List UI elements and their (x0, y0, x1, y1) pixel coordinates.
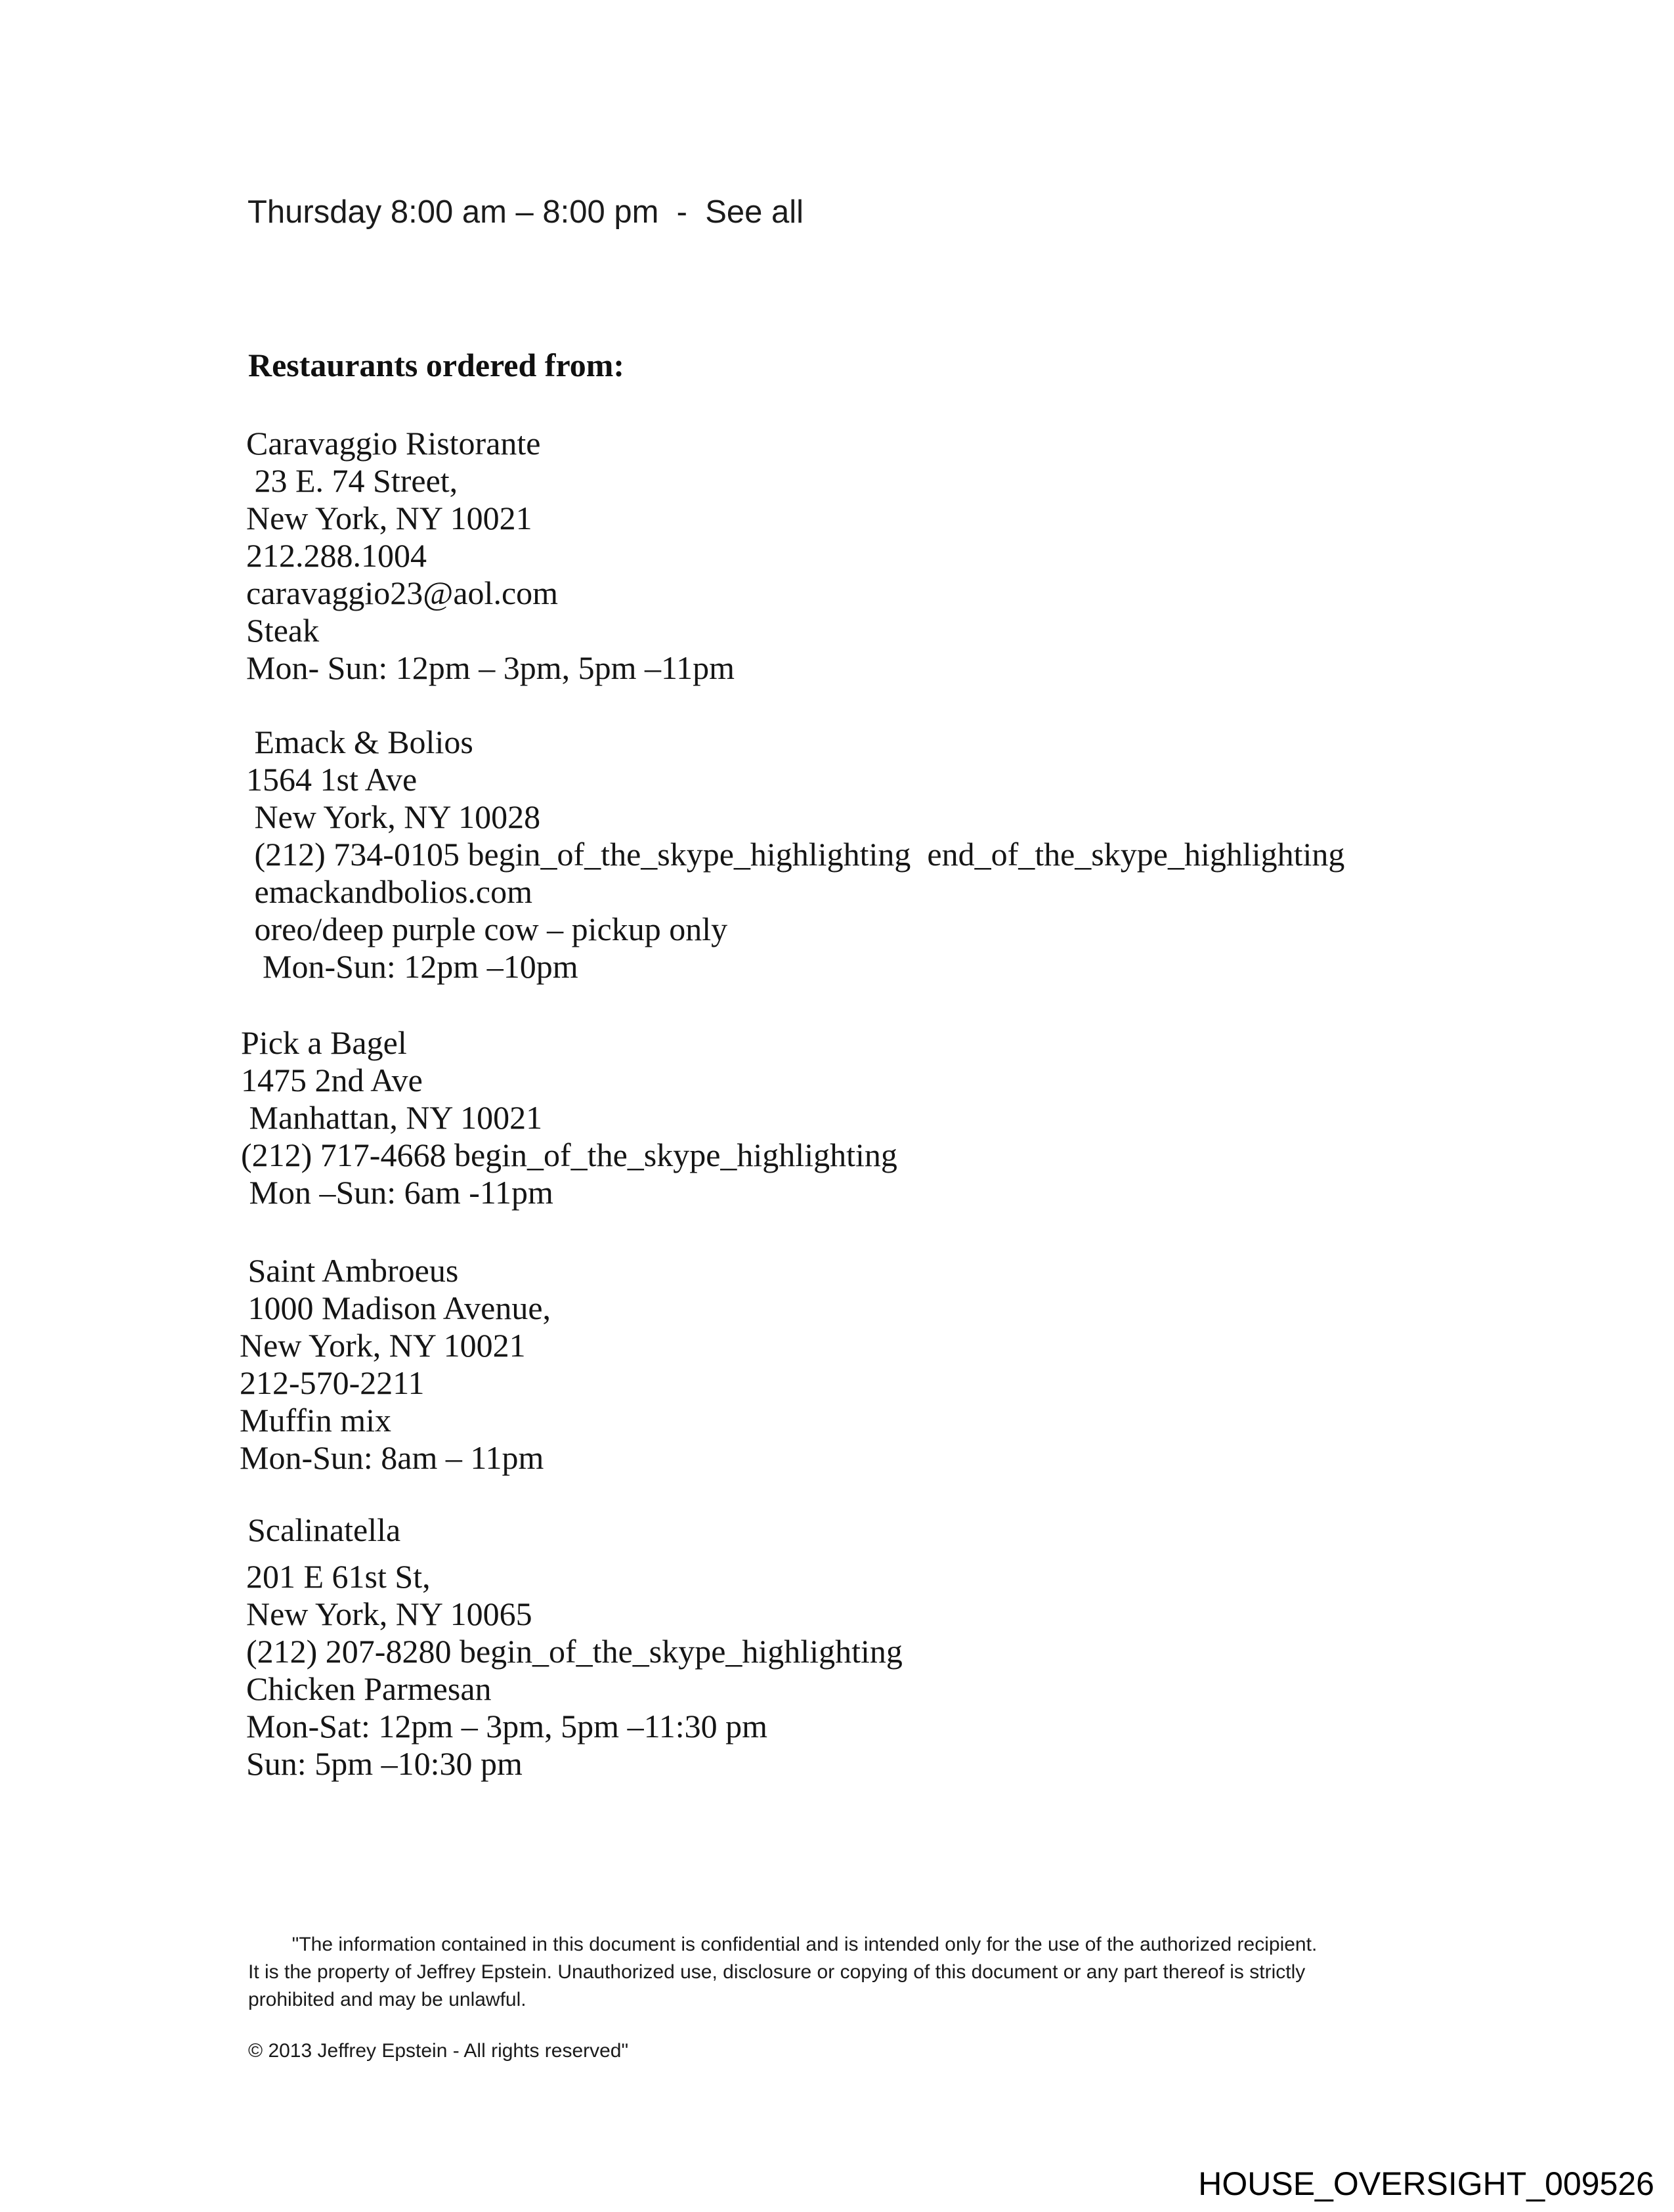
text-line: "The information contained in this document is confidential and is intended only for the use of the authorized recipient. (248, 1934, 1318, 1955)
text-line: Scalinatella (247, 1511, 401, 1548)
bates-number: HOUSE_OVERSIGHT_009526 (1198, 2165, 1654, 2202)
text-line: (212) 734-0105 begin_of_the_skype_highlighting end_of_the_skype_highlighting (246, 836, 1345, 873)
text-line: 212-570-2211 (240, 1364, 425, 1401)
restaurant-block-scalinatella-details (246, 1558, 903, 1783)
text-line: Mon-Sun: 8am – 11pm (240, 1439, 544, 1476)
restaurant-block-saint-ambroeus (240, 1252, 551, 1477)
text-line: prohibited and may be unlawful. (248, 1989, 526, 2010)
text-line: New York, NY 10065 (246, 1595, 532, 1632)
text-line: 1475 2nd Ave (241, 1062, 423, 1098)
copyright-line: © 2013 Jeffrey Epstein - All rights reserved" (248, 2040, 629, 2062)
text-line: (212) 207-8280 begin_of_the_skype_highlighting (246, 1633, 903, 1670)
text-line: New York, NY 10021 (246, 500, 532, 536)
text-line: Emack & Bolios (246, 724, 473, 760)
text-line: Saint Ambroeus (240, 1252, 459, 1289)
restaurant-block-pick-a-bagel (241, 1024, 897, 1211)
text-line: 212.288.1004 (246, 537, 427, 574)
text-line: 201 E 61st St, (246, 1558, 431, 1595)
confidentiality-disclaimer (248, 1931, 1317, 2014)
text-line: emackandbolios.com (246, 873, 532, 910)
text-line: Mon-Sat: 12pm – 3pm, 5pm –11:30 pm (246, 1708, 767, 1745)
text-line: Mon- Sun: 12pm – 3pm, 5pm –11pm (246, 649, 735, 686)
text-line: (212) 717-4668 begin_of_the_skype_highlighting (241, 1137, 897, 1173)
text-line: 23 E. 74 Street, (246, 462, 458, 499)
text-line: 1564 1st Ave (246, 761, 418, 798)
text-line: New York, NY 10021 (240, 1327, 526, 1364)
text-line: caravaggio23@aol.com (246, 575, 559, 611)
restaurant-block-caravaggio-ristorante (246, 425, 735, 687)
text-line: Chicken Parmesan (246, 1670, 492, 1707)
text-line: New York, NY 10028 (246, 798, 541, 835)
text-line: Caravaggio Ristorante (246, 425, 541, 462)
text-line: Mon –Sun: 6am -11pm (241, 1174, 553, 1211)
text-line: Manhattan, NY 10021 (241, 1099, 543, 1136)
restaurant-block-scalinatella-name (247, 1511, 400, 1549)
restaurant-block-emack-and-bolios (246, 724, 1344, 986)
text-line: Sun: 5pm –10:30 pm (246, 1745, 523, 1782)
text-line: Mon-Sun: 12pm –10pm (246, 948, 578, 985)
text-line: Steak (246, 612, 320, 649)
text-line: Pick a Bagel (241, 1024, 407, 1061)
text-line: Muffin mix (240, 1402, 392, 1439)
hours-header-line: Thursday 8:00 am – 8:00 pm - See all (247, 194, 804, 230)
section-heading-restaurants-ordered-from: Restaurants ordered from: (248, 347, 625, 383)
text-line: oreo/deep purple cow – pickup only (246, 911, 728, 947)
text-line: 1000 Madison Avenue, (240, 1290, 551, 1326)
text-line: It is the property of Jeffrey Epstein. Unauthorized use, disclosure or copying of this document or any part thereof is strictly (248, 1961, 1306, 1983)
